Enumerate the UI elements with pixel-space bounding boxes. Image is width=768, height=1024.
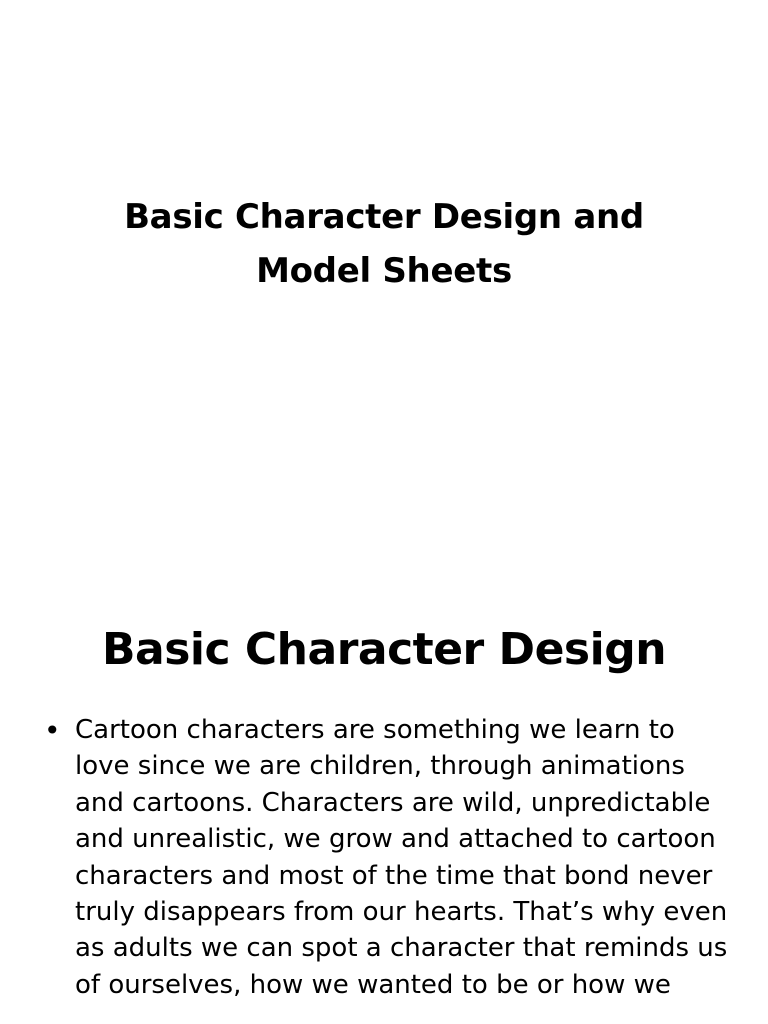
bullet-list: [44, 712, 734, 1003]
bullet-icon: •: [44, 714, 61, 747]
presentation-title: Basic Character Design and Model Sheets: [124, 197, 644, 291]
content-slide: [0, 576, 768, 1024]
slide-heading: Basic Character Design: [101, 624, 667, 675]
bullet-item: [44, 712, 734, 1003]
bullet-text: Cartoon characters are something we learn to love since we are children, through animations and cartoons. Characters are wild, unpredictable and unrealistic, we grow and attached to cartoon characters and most of the time that bond never truly disappears from our hearts. That’s why even as adults we can spot a character that reminds us of ourselves, how we wanted to be or how we: [75, 715, 728, 1000]
